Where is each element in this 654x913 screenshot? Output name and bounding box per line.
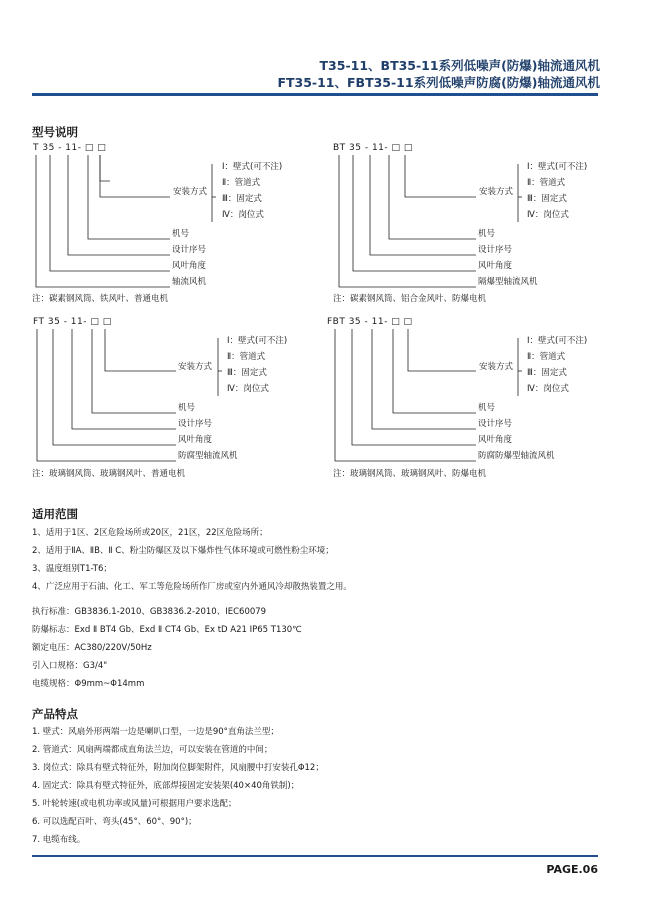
connector-line <box>405 155 476 197</box>
label-fan-type: 防腐防爆型轴流风机 <box>478 451 555 461</box>
label-design-seq: 设计序号 <box>478 245 513 255</box>
install-label-2: 安装方式 <box>479 187 514 197</box>
spec-inlet: 引入口规格：G3/4" <box>32 661 108 671</box>
label-fan-type: 轴流风机 <box>172 277 207 287</box>
feature-item: 1. 壁式：风扇外形两端一边是喇叭口型，一边是90°直角法兰型； <box>32 727 279 737</box>
install-label-3: 安装方式 <box>178 362 213 372</box>
model-code-3: FT 35 - 11- □ □ <box>33 317 112 327</box>
features-list <box>32 723 324 849</box>
install-option: Ⅱ：管道式 <box>222 178 261 188</box>
connector-line <box>370 155 476 255</box>
install-label-1: 安装方式 <box>173 187 208 197</box>
label-blade-angle: 风叶角度 <box>178 435 213 445</box>
header-title-line2: FT35-11、FBT35-11系列低噪声防腐(防爆)轴流通风机 <box>277 75 600 90</box>
connector-line <box>335 329 476 461</box>
install-option: Ⅰ：壁式(可不注) <box>222 162 283 172</box>
install-option: Ⅰ：壁式(可不注) <box>227 336 288 346</box>
install-option: Ⅳ：岗位式 <box>527 384 569 394</box>
spec-ex-mark: 防爆标志：Exd Ⅱ BT4 Gb、Exd Ⅱ CT4 Gb、Ex tD A21 IP65 T130℃ <box>32 625 302 635</box>
label-fan-type: 隔爆型轴流风机 <box>478 277 538 287</box>
install-option: Ⅱ：管道式 <box>527 352 566 362</box>
connector-line <box>37 329 176 461</box>
install-option: Ⅲ：固定式 <box>527 194 567 204</box>
spec-standard: 执行标准：GB3836.1-2010、GB3836.2-2010、IEC60079 <box>32 607 267 617</box>
feature-item: 7. 电缆布线。 <box>32 835 86 845</box>
label-design-seq: 设计序号 <box>172 245 207 255</box>
label-machine-no: 机号 <box>478 403 496 413</box>
connector-line <box>339 155 476 287</box>
label-design-seq: 设计序号 <box>178 419 213 429</box>
install-option: Ⅰ：壁式(可不注) <box>527 336 588 346</box>
label-blade-angle: 风叶角度 <box>478 435 513 445</box>
label-blade-angle: 风叶角度 <box>478 261 513 271</box>
install-option: Ⅲ：固定式 <box>227 368 267 378</box>
header-title-line1: T35-11、BT35-11系列低噪声(防爆)轴流通风机 <box>319 58 600 73</box>
install-option: Ⅱ：管道式 <box>527 178 566 188</box>
label-machine-no: 机号 <box>478 229 496 239</box>
feature-item: 6. 可以选配百叶、弯头(45°、60°、90°)； <box>32 817 197 827</box>
label-design-seq: 设计序号 <box>478 419 513 429</box>
install-option: Ⅳ：岗位式 <box>227 384 269 394</box>
model-note-2: 注：碳素钢风筒、铝合金风叶、防爆电机 <box>333 294 487 304</box>
spec-voltage: 额定电压：AC380/220V/50Hz <box>32 643 152 653</box>
footer-rule <box>32 855 598 857</box>
model-heading: 型号说明 <box>32 125 78 139</box>
connector-line <box>53 329 176 445</box>
install-option: Ⅲ：固定式 <box>222 194 262 204</box>
connector-line <box>68 155 170 255</box>
spec-list <box>32 603 302 693</box>
model-code-2: BT 35 - 11- □ □ <box>333 143 413 153</box>
connector-line <box>352 329 476 445</box>
label-machine-no: 机号 <box>178 403 196 413</box>
feature-item: 4. 固定式：除具有壁式特征外，底部焊接固定安装架(40×40角铁制)； <box>32 781 300 791</box>
model-code-4: FBT 35 - 11- □ □ <box>327 317 413 327</box>
model-code-1: T 35 - 11- □ □ <box>33 143 107 153</box>
install-option: Ⅱ：管道式 <box>227 352 266 362</box>
label-blade-angle: 风叶角度 <box>172 261 207 271</box>
scope-item: 3、温度组别T1-T6； <box>32 564 112 574</box>
install-label-4: 安装方式 <box>479 362 514 372</box>
scope-heading: 适用范围 <box>32 507 78 521</box>
model-note-3: 注：玻璃钢风筒、玻璃钢风叶、普通电机 <box>32 469 186 479</box>
connector-line <box>100 155 110 181</box>
page-number: PAGE.06 <box>546 863 598 876</box>
connector-line <box>408 329 476 371</box>
connector-line <box>36 155 170 287</box>
install-option: Ⅳ：岗位式 <box>527 210 569 220</box>
label-fan-type: 防腐型轴流风机 <box>178 451 238 461</box>
install-option: Ⅲ：固定式 <box>527 368 567 378</box>
connector-line <box>353 155 476 271</box>
scope-item: 4、广泛应用于石油、化工、军工等危险场所作厂房或室内外通风冷却散热装置之用。 <box>32 582 352 592</box>
connector-line <box>72 329 176 429</box>
model-note-4: 注：玻璃钢风筒、玻璃钢风叶、防爆电机 <box>333 469 487 479</box>
feature-item: 3. 岗位式：除具有壁式特征外，附加岗位脚架附件，风扇腰中打安装孔Φ12； <box>32 763 324 773</box>
connector-line <box>100 155 170 197</box>
connector-line <box>105 329 176 371</box>
scope-item: 2、适用于ⅡA、ⅡB、Ⅱ C、粉尘防爆区及以下爆炸性气体环境或可燃性粉尘环境； <box>32 546 334 556</box>
install-option: Ⅳ：岗位式 <box>222 210 264 220</box>
install-option: Ⅰ：壁式(可不注) <box>527 162 588 172</box>
scope-item: 1、适用于1区、2区危险场所或20区，21区，22区危险场所； <box>32 528 268 538</box>
scope-list <box>32 524 352 596</box>
features-heading: 产品特点 <box>32 707 78 721</box>
model-note-1: 注：碳素钢风筒、铁风叶、普通电机 <box>32 294 169 304</box>
spec-cable: 电缆规格：Φ9mm~Φ14mm <box>32 679 145 689</box>
feature-item: 5. 叶轮转速(或电机功率或风量)可根据用户要求选配； <box>32 799 237 809</box>
label-machine-no: 机号 <box>172 229 190 239</box>
feature-item: 2. 管道式：风扇两端都成直角法兰边，可以安装在管道的中间； <box>32 745 273 755</box>
connector-line <box>372 329 476 429</box>
